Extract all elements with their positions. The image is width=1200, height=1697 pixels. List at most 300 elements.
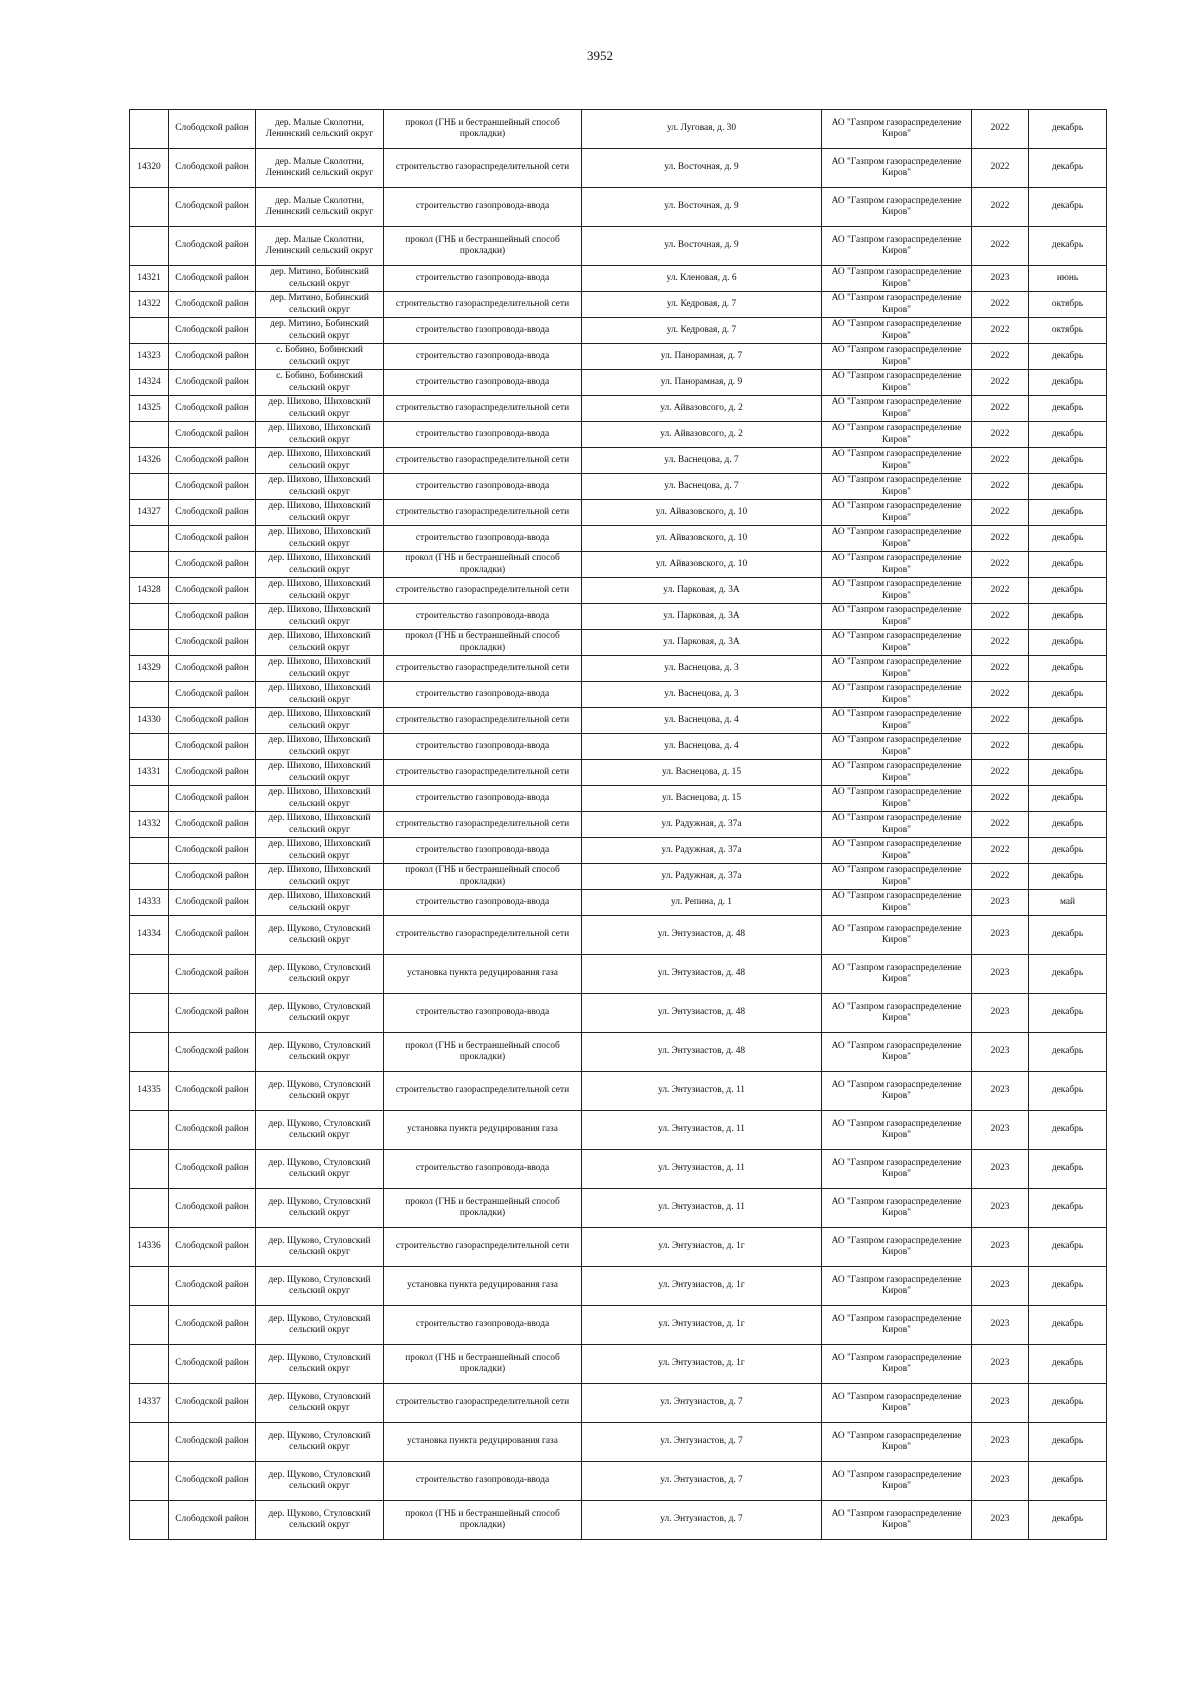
planned-year: 2022 (990, 636, 1010, 647)
planned-year-cell (972, 1423, 1029, 1462)
planned-month-cell (1029, 1345, 1107, 1384)
work-type: прокол (ГНБ и бестраншейный способ прокладки) (405, 1196, 560, 1218)
work-type-cell (384, 370, 582, 396)
work-type-cell (384, 474, 582, 500)
table-row (130, 396, 1107, 422)
organization-name: АО "Газпром газораспределение Киров" (831, 234, 962, 256)
work-type-cell (384, 864, 582, 890)
planned-year-cell (972, 396, 1029, 422)
work-type-cell (384, 682, 582, 708)
planned-year-cell (972, 500, 1029, 526)
object-address: ул. Радужная, д. 37а (661, 818, 742, 829)
locality-name: дер. Шихово, Шиховский сельский округ (268, 449, 371, 471)
planned-year: 2022 (990, 454, 1010, 465)
work-type-cell (384, 448, 582, 474)
object-address: ул. Панорамная, д. 9 (660, 376, 743, 387)
record-number-cell (130, 1462, 169, 1501)
planned-year: 2022 (990, 688, 1010, 699)
planned-month: декабрь (1051, 1475, 1084, 1486)
planned-year: 2023 (990, 1319, 1010, 1330)
planned-year: 2023 (990, 272, 1010, 283)
organization-name-cell (822, 526, 972, 552)
work-type: строительство газораспределительной сети (395, 662, 570, 673)
district-name: Слободской район (175, 324, 249, 335)
table-row (130, 110, 1107, 149)
organization-name-cell (822, 1111, 972, 1150)
object-address-cell (582, 955, 822, 994)
organization-name: АО "Газпром газораспределение Киров" (831, 117, 962, 139)
planned-month-cell (1029, 864, 1107, 890)
district-name-cell (169, 526, 256, 552)
planned-year: 2022 (990, 766, 1010, 777)
record-number-cell (130, 708, 169, 734)
record-number-cell (130, 1189, 169, 1228)
planned-month: октябрь (1051, 298, 1084, 309)
locality-name: дер. Шихово, Шиховский сельский округ (268, 761, 371, 783)
organization-name-cell (822, 734, 972, 760)
object-address-cell (582, 1150, 822, 1189)
district-name: Слободской район (175, 929, 249, 940)
planned-month: декабрь (1051, 844, 1084, 855)
record-number: 14337 (137, 1397, 161, 1408)
object-address-cell (582, 604, 822, 630)
organization-name-cell (822, 656, 972, 682)
object-address: ул. Энтузиастов, д. 11 (658, 1202, 745, 1213)
record-number: 14324 (137, 376, 161, 387)
district-name-cell (169, 318, 256, 344)
table-row (130, 734, 1107, 760)
district-name-cell (169, 838, 256, 864)
locality-name: дер. Щуково, Стуловский сельский округ (268, 1313, 371, 1335)
planned-month: декабрь (1051, 1514, 1084, 1525)
planned-year: 2022 (990, 662, 1010, 673)
locality-name-cell (256, 292, 384, 318)
planned-year-cell (972, 838, 1029, 864)
work-type-cell (384, 630, 582, 656)
object-address: ул. Радужная, д. 37а (661, 870, 742, 881)
district-name-cell (169, 786, 256, 812)
table-row (130, 1150, 1107, 1189)
organization-name-cell (822, 994, 972, 1033)
locality-name: дер. Щуково, Стуловский сельский округ (268, 1196, 371, 1218)
work-type: строительство газораспределительной сети (395, 506, 570, 517)
planned-month: декабрь (1051, 584, 1084, 595)
work-type-cell (384, 786, 582, 812)
planned-year-cell (972, 630, 1029, 656)
work-type: строительство газопровода-ввода (415, 532, 550, 543)
district-name-cell (169, 110, 256, 149)
district-name-cell (169, 227, 256, 266)
district-name: Слободской район (175, 350, 249, 361)
planned-month-cell (1029, 292, 1107, 318)
table-row (130, 1111, 1107, 1150)
planned-month: май (1059, 896, 1076, 907)
work-type-cell (384, 1423, 582, 1462)
object-address: ул. Айвазовского, д. 10 (655, 558, 748, 569)
record-number-cell (130, 1033, 169, 1072)
district-name-cell (169, 370, 256, 396)
planned-month-cell (1029, 110, 1107, 149)
table-row (130, 786, 1107, 812)
object-address-cell (582, 656, 822, 682)
gasification-registry-table (129, 109, 1107, 1540)
district-name: Слободской район (175, 123, 249, 134)
work-type: установка пункта редуцирования газа (407, 1124, 558, 1135)
object-address-cell (582, 1462, 822, 1501)
work-type: строительство газопровода-ввода (415, 1319, 550, 1330)
object-address-cell (582, 734, 822, 760)
object-address-cell (582, 292, 822, 318)
table-row (130, 318, 1107, 344)
district-name-cell (169, 1228, 256, 1267)
work-type: строительство газораспределительной сети (395, 818, 570, 829)
planned-year-cell (972, 552, 1029, 578)
planned-month-cell (1029, 1306, 1107, 1345)
object-address: ул. Энтузиастов, д. 11 (658, 1163, 745, 1174)
object-address-cell (582, 448, 822, 474)
locality-name: дер. Шихово, Шиховский сельский округ (268, 501, 371, 523)
planned-year: 2022 (990, 298, 1010, 309)
planned-month-cell (1029, 1267, 1107, 1306)
planned-year-cell (972, 1306, 1029, 1345)
locality-name: дер. Шихово, Шиховский сельский округ (268, 787, 371, 809)
planned-year: 2022 (990, 162, 1010, 173)
registry-body (130, 110, 1107, 1540)
work-type: строительство газораспределительной сети (395, 1085, 570, 1096)
district-name: Слободской район (175, 558, 249, 569)
locality-name: дер. Щуково, Стуловский сельский округ (268, 1352, 371, 1374)
planned-month: декабрь (1051, 1202, 1084, 1213)
planned-year: 2022 (990, 324, 1010, 335)
work-type-cell (384, 266, 582, 292)
work-type: строительство газопровода-ввода (415, 480, 550, 491)
locality-name: дер. Щуково, Стуловский сельский округ (268, 1430, 371, 1452)
district-name: Слободской район (175, 714, 249, 725)
record-number-cell (130, 552, 169, 578)
district-name-cell (169, 1423, 256, 1462)
locality-name-cell (256, 1384, 384, 1423)
object-address-cell (582, 188, 822, 227)
district-name-cell (169, 1384, 256, 1423)
table-row (130, 864, 1107, 890)
work-type: прокол (ГНБ и бестраншейный способ прокладки) (405, 865, 560, 887)
table-row (130, 656, 1107, 682)
organization-name: АО "Газпром газораспределение Киров" (831, 293, 962, 315)
planned-month-cell (1029, 1033, 1107, 1072)
organization-name: АО "Газпром газораспределение Киров" (831, 449, 962, 471)
work-type-cell (384, 1150, 582, 1189)
locality-name-cell (256, 344, 384, 370)
object-address: ул. Радужная, д. 37а (661, 844, 742, 855)
record-number-cell (130, 786, 169, 812)
district-name-cell (169, 734, 256, 760)
organization-name: АО "Газпром газораспределение Киров" (831, 1001, 962, 1023)
organization-name-cell (822, 1228, 972, 1267)
locality-name-cell (256, 916, 384, 955)
organization-name: АО "Газпром газораспределение Киров" (831, 605, 962, 627)
planned-year: 2022 (990, 480, 1010, 491)
planned-year-cell (972, 1345, 1029, 1384)
district-name: Слободской район (175, 1319, 249, 1330)
planned-month: декабрь (1051, 201, 1084, 212)
object-address: ул. Васнецова, д. 7 (664, 454, 739, 465)
organization-name-cell (822, 318, 972, 344)
district-name-cell (169, 149, 256, 188)
organization-name-cell (822, 1462, 972, 1501)
work-type-cell (384, 422, 582, 448)
planned-year-cell (972, 318, 1029, 344)
district-name-cell (169, 604, 256, 630)
locality-name-cell (256, 838, 384, 864)
district-name-cell (169, 994, 256, 1033)
planned-year: 2023 (990, 1436, 1010, 1447)
planned-month-cell (1029, 838, 1107, 864)
record-number-cell (130, 396, 169, 422)
locality-name-cell (256, 786, 384, 812)
locality-name-cell (256, 266, 384, 292)
planned-month: декабрь (1051, 402, 1084, 413)
locality-name: дер. Шихово, Шиховский сельский округ (268, 579, 371, 601)
planned-month: декабрь (1051, 1358, 1084, 1369)
district-name-cell (169, 1267, 256, 1306)
record-number-cell (130, 110, 169, 149)
district-name: Слободской район (175, 844, 249, 855)
locality-name: дер. Шихово, Шиховский сельский округ (268, 527, 371, 549)
locality-name-cell (256, 1072, 384, 1111)
object-address-cell (582, 1033, 822, 1072)
organization-name-cell (822, 1267, 972, 1306)
locality-name: дер. Шихово, Шиховский сельский округ (268, 475, 371, 497)
planned-year-cell (972, 864, 1029, 890)
planned-month: декабрь (1051, 480, 1084, 491)
work-type: строительство газопровода-ввода (415, 740, 550, 751)
work-type: строительство газопровода-ввода (415, 324, 550, 335)
table-row (130, 474, 1107, 500)
organization-name-cell (822, 1150, 972, 1189)
object-address: ул. Энтузиастов, д. 48 (657, 968, 746, 979)
district-name-cell (169, 188, 256, 227)
work-type-cell (384, 149, 582, 188)
record-number-cell (130, 1072, 169, 1111)
planned-month-cell (1029, 1111, 1107, 1150)
locality-name: дер. Малые Сколотни, Ленинский сельский округ (265, 195, 374, 217)
table-row (130, 1345, 1107, 1384)
table-row (130, 448, 1107, 474)
organization-name: АО "Газпром газораспределение Киров" (831, 527, 962, 549)
record-number-cell (130, 1111, 169, 1150)
planned-year-cell (972, 708, 1029, 734)
object-address-cell (582, 786, 822, 812)
work-type: прокол (ГНБ и бестраншейный способ прокладки) (405, 1508, 560, 1530)
record-number: 14334 (137, 929, 161, 940)
planned-month: декабрь (1051, 688, 1084, 699)
planned-year: 2022 (990, 402, 1010, 413)
district-name: Слободской район (175, 506, 249, 517)
record-number-cell (130, 448, 169, 474)
planned-year-cell (972, 266, 1029, 292)
object-address-cell (582, 1111, 822, 1150)
planned-year: 2023 (990, 1280, 1010, 1291)
record-number-cell (130, 955, 169, 994)
organization-name-cell (822, 448, 972, 474)
table-row (130, 1306, 1107, 1345)
planned-month: декабрь (1051, 1007, 1084, 1018)
planned-month: декабрь (1051, 428, 1084, 439)
work-type: строительство газопровода-ввода (415, 896, 550, 907)
locality-name: дер. Щуково, Стуловский сельский округ (268, 1157, 371, 1179)
planned-year-cell (972, 656, 1029, 682)
district-name-cell (169, 552, 256, 578)
district-name: Слободской район (175, 1280, 249, 1291)
object-address-cell (582, 474, 822, 500)
planned-month-cell (1029, 344, 1107, 370)
object-address-cell (582, 682, 822, 708)
organization-name-cell (822, 812, 972, 838)
locality-name-cell (256, 734, 384, 760)
locality-name-cell (256, 656, 384, 682)
object-address: ул. Айвазовсого, д. 2 (660, 428, 743, 439)
planned-year-cell (972, 812, 1029, 838)
planned-month-cell (1029, 708, 1107, 734)
object-address-cell (582, 1501, 822, 1540)
locality-name-cell (256, 552, 384, 578)
district-name-cell (169, 1306, 256, 1345)
organization-name: АО "Газпром газораспределение Киров" (831, 787, 962, 809)
planned-month-cell (1029, 916, 1107, 955)
organization-name-cell (822, 500, 972, 526)
district-name-cell (169, 656, 256, 682)
organization-name: АО "Газпром газораспределение Киров" (831, 1235, 962, 1257)
district-name-cell (169, 292, 256, 318)
district-name-cell (169, 630, 256, 656)
table-row (130, 149, 1107, 188)
planned-year-cell (972, 1228, 1029, 1267)
locality-name: с. Бобино, Бобинский сельский округ (276, 371, 363, 393)
work-type: строительство газопровода-ввода (415, 428, 550, 439)
object-address: ул. Кленовая, д. 6 (666, 272, 737, 283)
work-type: строительство газопровода-ввода (415, 792, 550, 803)
planned-year: 2023 (990, 1007, 1010, 1018)
object-address: ул. Айвазовсого, д. 2 (660, 402, 743, 413)
locality-name-cell (256, 110, 384, 149)
planned-year-cell (972, 110, 1029, 149)
planned-year: 2023 (990, 929, 1010, 940)
work-type-cell (384, 916, 582, 955)
work-type: строительство газораспределительной сети (395, 929, 570, 940)
planned-month-cell (1029, 760, 1107, 786)
organization-name: АО "Газпром газораспределение Киров" (831, 195, 962, 217)
object-address: ул. Парковая, д. 3А (663, 636, 740, 647)
organization-name: АО "Газпром газораспределение Киров" (831, 865, 962, 887)
planned-year-cell (972, 1033, 1029, 1072)
table-row (130, 292, 1107, 318)
locality-name-cell (256, 955, 384, 994)
record-number-cell (130, 1384, 169, 1423)
record-number-cell (130, 474, 169, 500)
locality-name-cell (256, 1462, 384, 1501)
object-address-cell (582, 500, 822, 526)
record-number-cell (130, 656, 169, 682)
record-number: 14333 (137, 896, 161, 907)
planned-year-cell (972, 578, 1029, 604)
locality-name: дер. Шихово, Шиховский сельский округ (268, 683, 371, 705)
planned-month: декабрь (1051, 662, 1084, 673)
record-number-cell (130, 604, 169, 630)
organization-name-cell (822, 370, 972, 396)
planned-month: декабрь (1051, 506, 1084, 517)
organization-name-cell (822, 1072, 972, 1111)
organization-name-cell (822, 188, 972, 227)
planned-year: 2023 (990, 1475, 1010, 1486)
object-address: ул. Энтузиастов, д. 1г (658, 1319, 745, 1330)
organization-name-cell (822, 227, 972, 266)
organization-name: АО "Газпром газораспределение Киров" (831, 813, 962, 835)
work-type-cell (384, 188, 582, 227)
object-address: ул. Энтузиастов, д. 7 (660, 1436, 743, 1447)
organization-name: АО "Газпром газораспределение Киров" (831, 891, 962, 913)
planned-month: декабрь (1051, 350, 1084, 361)
locality-name: дер. Щуково, Стуловский сельский округ (268, 1040, 371, 1062)
locality-name-cell (256, 682, 384, 708)
organization-name: АО "Газпром газораспределение Киров" (831, 1079, 962, 1101)
planned-year-cell (972, 344, 1029, 370)
planned-month-cell (1029, 370, 1107, 396)
organization-name: АО "Газпром газораспределение Киров" (831, 553, 962, 575)
work-type: строительство газораспределительной сети (395, 298, 570, 309)
table-row (130, 708, 1107, 734)
work-type: прокол (ГНБ и бестраншейный способ прокладки) (405, 234, 560, 256)
planned-year-cell (972, 448, 1029, 474)
planned-month-cell (1029, 656, 1107, 682)
planned-month-cell (1029, 227, 1107, 266)
district-name: Слободской район (175, 1241, 249, 1252)
locality-name-cell (256, 1345, 384, 1384)
locality-name: дер. Щуково, Стуловский сельский округ (268, 1469, 371, 1491)
planned-month: декабрь (1051, 1163, 1084, 1174)
planned-month: декабрь (1051, 740, 1084, 751)
organization-name: АО "Газпром газораспределение Киров" (831, 1157, 962, 1179)
district-name-cell (169, 396, 256, 422)
object-address-cell (582, 994, 822, 1033)
locality-name-cell (256, 500, 384, 526)
object-address-cell (582, 1228, 822, 1267)
organization-name-cell (822, 838, 972, 864)
planned-month: декабрь (1051, 558, 1084, 569)
planned-month: июнь (1056, 272, 1079, 283)
planned-year-cell (972, 474, 1029, 500)
organization-name: АО "Газпром газораспределение Киров" (831, 735, 962, 757)
locality-name-cell (256, 370, 384, 396)
planned-year: 2022 (990, 350, 1010, 361)
planned-month-cell (1029, 578, 1107, 604)
planned-month: декабрь (1051, 1436, 1084, 1447)
planned-year: 2022 (990, 818, 1010, 829)
work-type-cell (384, 760, 582, 786)
locality-name-cell (256, 1033, 384, 1072)
planned-year-cell (972, 1189, 1029, 1228)
planned-year-cell (972, 604, 1029, 630)
district-name: Слободской район (175, 818, 249, 829)
object-address: ул. Васнецова, д. 15 (661, 792, 742, 803)
object-address: ул. Энтузиастов, д. 11 (658, 1085, 745, 1096)
record-number-cell (130, 526, 169, 552)
locality-name-cell (256, 1228, 384, 1267)
locality-name: дер. Шихово, Шиховский сельский округ (268, 553, 371, 575)
district-name-cell (169, 890, 256, 916)
planned-year: 2023 (990, 1358, 1010, 1369)
planned-month-cell (1029, 552, 1107, 578)
planned-month: декабрь (1051, 1319, 1084, 1330)
